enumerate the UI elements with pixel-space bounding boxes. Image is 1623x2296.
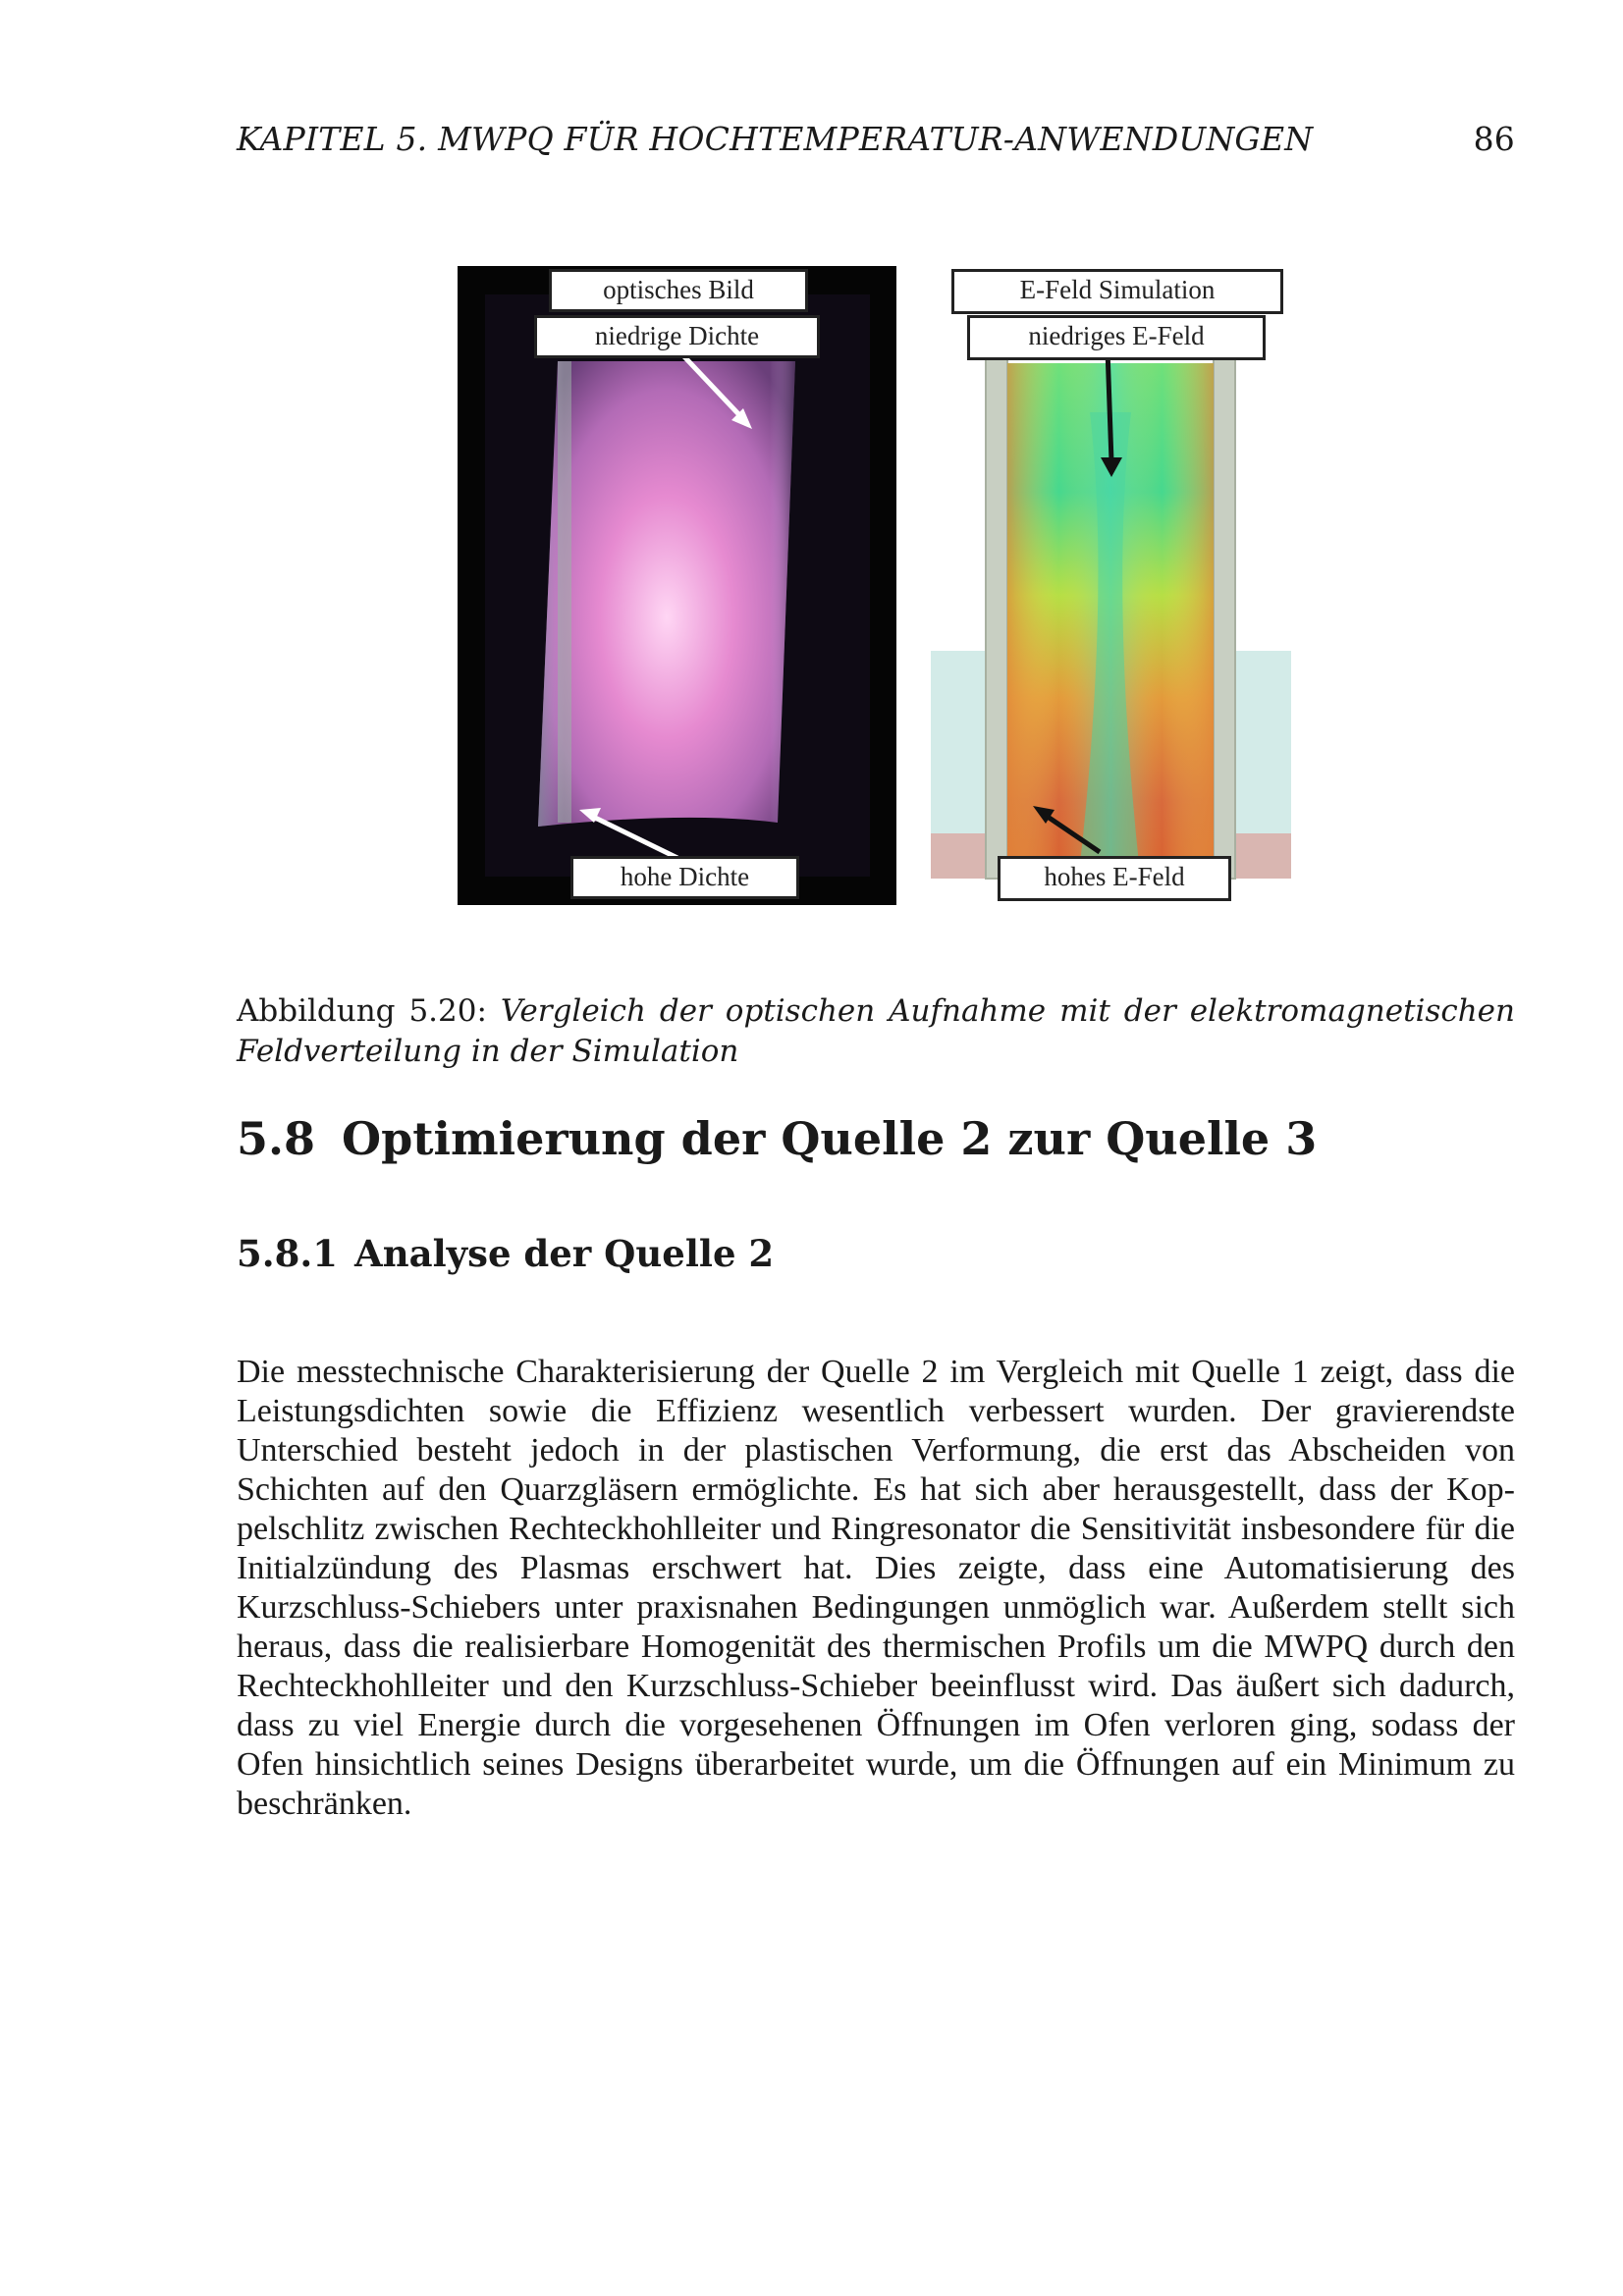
label-hohes-e-feld: hohes E-Feld — [998, 856, 1231, 901]
sim-tube-wall-left — [986, 353, 1007, 879]
label-niedrige-dichte: niedrige Dichte — [534, 315, 820, 358]
caption-label: Abbildung 5.20: — [237, 993, 487, 1029]
section-number: 5.8 — [237, 1112, 316, 1165]
subsection-heading — [237, 1232, 774, 1275]
label-niedriges-e-feld: niedriges E-Feld — [967, 315, 1266, 360]
running-title: KAPITEL 5. MWPQ FÜR HOCHTEMPERATUR-ANWENDUNGEN — [237, 120, 1314, 158]
subsection-number: 5.8.1 — [237, 1232, 338, 1275]
body-paragraph: Die messtechnische Charakterisierung der Quelle 2 im Vergleich mit Quelle 1 zeigt, dass die Leistungsdichten sowie die Effizienz wesentlich verbessert wurden. Der gravierendste Unterschied besteht jedoch in der plastischen Verformung, die erst das Abscheiden von Schichten auf den Quarzgläsern ermöglichte. Es hat sich aber herausgestellt, dass der Koppelschlitz zwischen Rechteckhohlleiter und Ringresonator die Sensitivität insbesondere für die Initialzündung des Plasmas erschwert hat. Dies zeigte, dass eine Automatisierung des Kurzschluss-Schiebers unter praxisnahen Bedingungen unmöglich war. Außerdem stellt sich heraus, dass die realisierbare Homogenität des thermischen Profils um die MWPQ durch den Rechteckhohlleiter und den Kurzschluss-Schieber beeinflusst wird. Das äußert sich dadurch, dass zu viel Energie durch die vorgesehenen Öffnungen im Ofen verloren ging, sodass der Ofen hinsichtlich seines Designs überarbeitet wurde, um die Öffnungen auf ein Minimum zu beschränken. — [237, 1354, 1515, 1822]
sim-tube-wall-right — [1214, 353, 1235, 879]
figure-graphics — [0, 0, 1623, 923]
section-title: Optimierung der Quelle 2 zur Quelle 3 — [342, 1112, 1318, 1165]
caption-text: Vergleich der optischen Aufnahme mit der elektromagnetischen Feldverteilung in der Simulation — [237, 993, 1515, 1069]
subsection-title: Analyse der Quelle 2 — [354, 1232, 775, 1275]
figure — [0, 0, 1623, 923]
label-hohe-dichte: hohe Dichte — [570, 856, 799, 899]
figure-caption — [237, 991, 1515, 1072]
label-optisches-bild: optisches Bild — [549, 269, 808, 312]
quartz-tube-edge — [558, 361, 571, 823]
label-e-feld-simulation: E-Feld Simulation — [951, 269, 1283, 314]
plasma-edge — [538, 361, 795, 827]
page-number: 86 — [1473, 120, 1515, 158]
section-heading — [237, 1112, 1317, 1165]
